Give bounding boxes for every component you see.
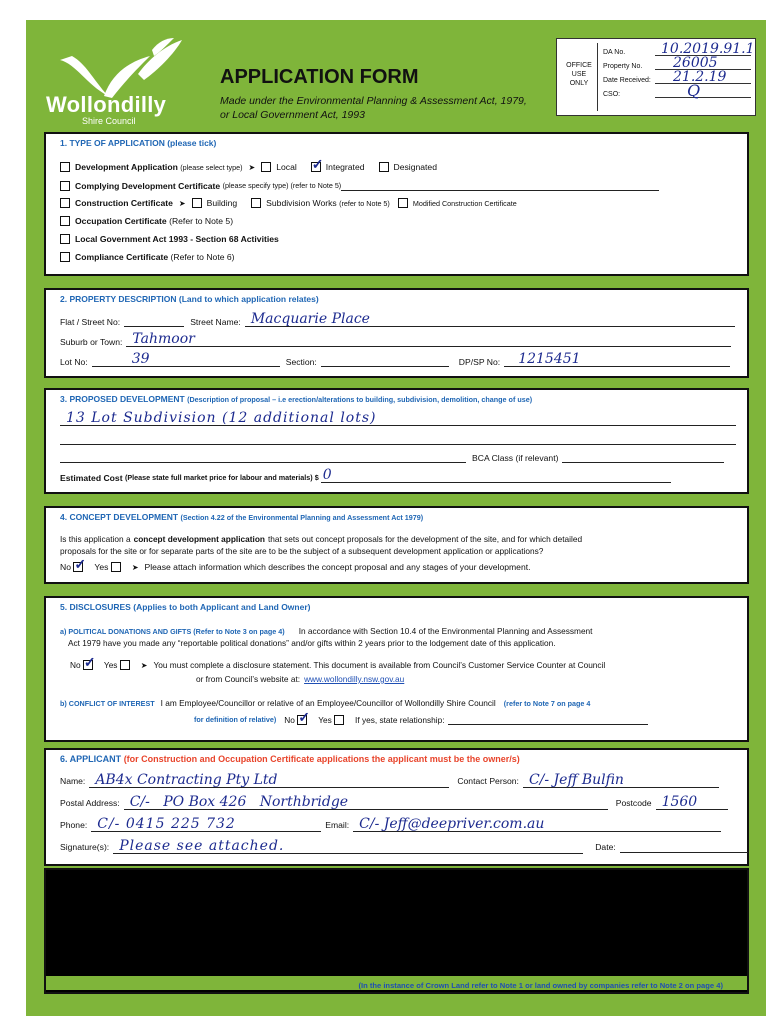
postal-address-label: Postal Address: (60, 798, 120, 808)
signature-label: Signature(s): (60, 842, 110, 852)
dp-sp-no-field[interactable] (504, 351, 730, 367)
arrow-icon: ➤ (248, 162, 256, 172)
subtitle-1: Made under the Environmental Planning & Assessment Act, 1979, (220, 95, 527, 107)
complying-label: Complying Development Certificate (75, 180, 221, 191)
description-line-1[interactable] (60, 412, 736, 426)
cso-initials-value: Q (687, 81, 701, 100)
section-field[interactable] (321, 356, 449, 367)
signature-field[interactable] (113, 840, 583, 854)
email-value: C/- Jeff@deepriver.com.au (359, 816, 545, 832)
description-line-3[interactable] (60, 452, 466, 463)
donations-yes-checkbox[interactable] (120, 660, 130, 670)
section-concept-development (44, 506, 749, 584)
subdivision-works-label: Subdivision Works (266, 198, 337, 208)
conflict-no-checkbox[interactable] (297, 715, 307, 725)
section3-title: 3. PROPOSED DEVELOPMENT (60, 394, 185, 404)
subdivision-works-checkbox[interactable] (251, 198, 261, 208)
street-label: Street Name: (190, 316, 241, 327)
compliance-label: Compliance Certificate (75, 252, 169, 262)
section-proposed-development (44, 388, 749, 494)
conflict-no-label: No (284, 714, 295, 725)
section6-title-note: (for Construction and Occupation Certificate applications the applicant must be the owner/s) (123, 754, 520, 764)
estimated-cost-label: Estimated Cost (60, 472, 123, 483)
lga-checkbox[interactable] (60, 234, 70, 244)
conflict-of-interest-text: I am Employee/Councillor or relative of an Employee/Councillor of Wollondilly Shire Council (160, 698, 496, 708)
postcode-field[interactable] (656, 796, 728, 810)
org-name: Wollondilly (46, 92, 167, 117)
date-received-value: 21.2.19 (673, 69, 727, 85)
estimated-cost-note: (Please state full market price for labour and materials) $ (124, 473, 319, 482)
building-label: Building (206, 198, 238, 208)
section-property-description (44, 288, 749, 378)
building-checkbox[interactable] (192, 198, 202, 208)
construction-label: Construction Certificate (75, 198, 173, 208)
use-label: USE (571, 71, 587, 78)
cso-label: CSO: (603, 91, 621, 98)
description-line-2[interactable] (60, 434, 736, 445)
only-label: ONLY (569, 80, 589, 87)
local-label: Local (276, 162, 297, 172)
donations-no-label: No (70, 660, 81, 670)
section4-title: 4. CONCEPT DEVELOPMENT (60, 512, 179, 522)
email-field[interactable] (353, 818, 721, 832)
section3-title-note: (Description of proposal – i.e erection/alterations to building, subdivision, demolition, change of use) (187, 395, 533, 404)
contact-person-label: Contact Person: (457, 776, 519, 786)
da-number-value: 10.2019.91.1 (661, 41, 755, 57)
conflict-note1: (refer to Note 7 on page 4 (503, 698, 591, 708)
disclosure-text2: or from Council’s website at: (196, 674, 301, 684)
phone-label: Phone: (60, 820, 88, 830)
section1-title-note: (please tick) (167, 138, 217, 148)
description-value: 13 Lot Subdivision (12 additional lots) (66, 410, 377, 426)
concept-yes-label: Yes (94, 562, 109, 572)
relationship-label: If yes, state relationship: (355, 714, 445, 725)
flat-street-no-field[interactable] (124, 316, 184, 327)
phone-field[interactable] (91, 818, 321, 832)
applicant-name-label: Name: (60, 776, 86, 786)
section-type-of-application (44, 132, 749, 276)
suburb-label: Suburb or Town: (60, 336, 123, 347)
donations-yes-label: Yes (103, 660, 118, 670)
property-number-value: 26005 (673, 55, 718, 71)
conflict-yes-checkbox[interactable] (334, 715, 344, 725)
conflict-of-interest-label: b) CONFLICT OF INTEREST (60, 698, 155, 708)
lga-label: Local Government Act 1993 - Section 68 Activities (75, 234, 279, 244)
applicant-name-value: AB4x Contracting Pty Ltd (95, 772, 278, 788)
dp-label: DP/SP No: (458, 356, 501, 367)
section-applicant (44, 748, 749, 866)
political-donations-text2: Act 1979 have you made any “reportable political donations” and/or gifts within 2 years prior to the lodgement date of this application. (68, 638, 556, 648)
occupation-note: (Refer to Note 5) (169, 216, 234, 226)
complying-checkbox[interactable] (60, 181, 70, 191)
redacted-section (44, 868, 749, 994)
section-label: Section: (285, 356, 317, 367)
postcode-label: Postcode (615, 798, 652, 808)
postal-address-field[interactable] (124, 796, 608, 810)
compliance-checkbox[interactable] (60, 252, 70, 262)
street-name-field[interactable] (245, 311, 735, 327)
dev-app-checkbox[interactable] (60, 162, 70, 172)
section6-title: 6. APPLICANT (60, 754, 122, 764)
office-use-box (556, 38, 756, 116)
arrow-icon: ➤ (131, 562, 139, 572)
lot-label: Lot No: (60, 356, 88, 367)
suburb-field[interactable] (126, 331, 731, 347)
section4-title-note: (Section 4.22 of the Environmental Planning and Assessment Act 1979) (180, 513, 424, 522)
concept-question-part1: Is this application a (60, 534, 131, 544)
concept-question-part2: that sets out concept proposals for the development of the site, and for which detailed (267, 534, 583, 544)
page-title: APPLICATION FORM (220, 66, 419, 88)
integrated-checkbox[interactable] (311, 162, 321, 172)
date-received-label: Date Received: (603, 77, 651, 84)
office-label: OFFICE (566, 62, 592, 69)
political-donations-text1: In accordance with Section 10.4 of the Environmental Planning and Assessment (298, 626, 593, 636)
property-label: Property No. (603, 63, 643, 70)
construction-checkbox[interactable] (60, 198, 70, 208)
disclosure-text1: You must complete a disclosure statement. This document is available from Council’s Customer Service Counter at Council (153, 660, 606, 670)
flat-label: Flat / Street No: (60, 316, 121, 327)
date-label: Date: (595, 842, 616, 852)
concept-yes-checkbox[interactable] (111, 562, 121, 572)
local-checkbox[interactable] (261, 162, 271, 172)
postal-address-value: C/- PO Box 426 Northbridge (129, 794, 349, 810)
land-owner-footnote: (In the instance of Crown Land refer to Note 1 or land owned by companies refer to Note 2 on page 4) (358, 981, 723, 990)
political-donations-label: a) POLITICAL DONATIONS AND GIFTS (Refer to Note 3 on page 4) (60, 626, 285, 636)
concept-no-label: No (60, 562, 71, 572)
section1-title: 1. TYPE OF APPLICATION (60, 138, 165, 148)
modified-label: Modified Construction Certificate (412, 198, 517, 208)
org-sub: Shire Council (82, 116, 136, 126)
divider (597, 43, 598, 111)
bca-class-field[interactable] (562, 452, 724, 463)
arrow-icon: ➤ (178, 198, 186, 208)
concept-question-bold: concept development application (133, 534, 265, 544)
concept-attach-note: Please attach information which describes the concept proposal and any stages of your development. (144, 562, 531, 572)
lot-no-value: 39 (131, 351, 150, 367)
complying-type-field[interactable] (341, 180, 659, 191)
applicant-name-field[interactable] (89, 774, 449, 788)
concept-question-line2: proposals for the site or for separate parts of the site are to be the subject of a subsequent development application or applications? (60, 546, 544, 556)
date-field[interactable] (620, 842, 748, 853)
dev-app-note: (please select type) (180, 162, 243, 172)
street-name-value: Macquarie Place (250, 311, 370, 327)
conflict-note2: for definition of relative) (194, 715, 277, 724)
lot-no-field[interactable] (92, 351, 280, 367)
dp-sp-no-value: 1215451 (518, 351, 581, 367)
section2-title: 2. PROPERTY DESCRIPTION (60, 294, 177, 304)
section5-title-note: (Applies to both Applicant and Land Owner) (133, 602, 311, 612)
subdivision-note: (refer to Note 5) (339, 198, 390, 208)
phone-value: C/- 0415 225 732 (97, 816, 236, 832)
integrated-label: Integrated (325, 162, 365, 172)
concept-no-checkbox[interactable] (73, 562, 83, 572)
modified-checkbox[interactable] (398, 198, 408, 208)
complying-note: (please specify type) (refer to Note 5) (222, 181, 342, 190)
section5-title: 5. DISCLOSURES (60, 602, 131, 612)
subtitle-2: or Local Government Act, 1993 (220, 109, 365, 121)
occupation-label: Occupation Certificate (75, 216, 167, 226)
suburb-value: Tahmoor (132, 331, 195, 347)
email-label: Email: (325, 820, 350, 830)
section-disclosures (44, 596, 749, 742)
section2-title-note: (Land to which application relates) (178, 294, 319, 304)
estimated-cost-field[interactable] (321, 467, 671, 483)
designated-checkbox[interactable] (379, 162, 389, 172)
designated-label: Designated (393, 162, 437, 172)
contact-person-field[interactable] (523, 774, 719, 788)
contact-person-value: C/- Jeff Bulfin (528, 772, 624, 788)
dev-app-label: Development Application (75, 162, 178, 172)
council-website-link[interactable]: www.wollondilly.nsw.gov.au (304, 674, 405, 684)
conflict-yes-label: Yes (318, 714, 332, 725)
donations-no-checkbox[interactable] (83, 660, 93, 670)
bca-class-label: BCA Class (if relevant) (472, 452, 559, 463)
compliance-note: (Refer to Note 6) (170, 252, 235, 262)
postcode-value: 1560 (661, 794, 698, 810)
relationship-field[interactable] (448, 714, 648, 725)
da-label: DA No. (603, 49, 626, 56)
arrow-icon: ➤ (140, 660, 148, 670)
signature-value: Please see attached. (119, 838, 285, 854)
occupation-checkbox[interactable] (60, 216, 70, 226)
form-page (26, 20, 766, 1016)
estimated-cost-value: 0 (322, 467, 332, 483)
